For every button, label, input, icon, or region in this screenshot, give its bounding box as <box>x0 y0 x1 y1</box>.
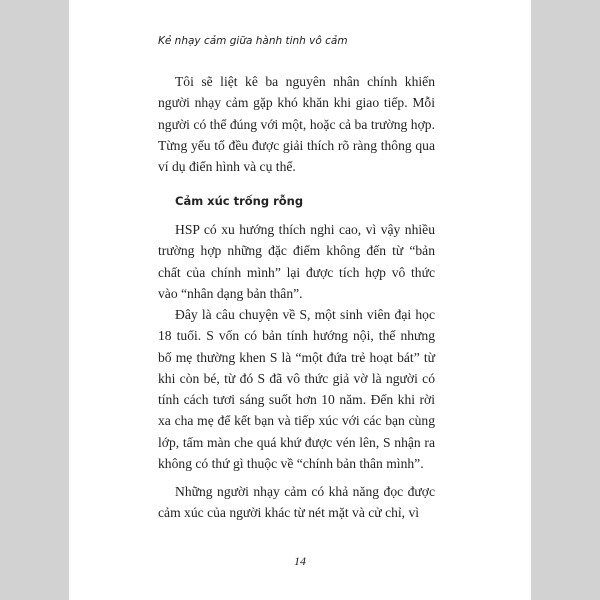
paragraph: Những người nhạy cảm có khả năng đọc được cảm xúc của người khác từ nét mặt và cử chỉ, vì <box>158 484 435 521</box>
page-number: 14 <box>294 554 306 568</box>
section-heading: Cảm xúc trống rỗng <box>175 194 304 208</box>
running-header: Kẻ nhạy cảm giữa hành tinh vô cảm <box>158 35 348 47</box>
paragraph: Tôi sẽ liệt kê ba nguyên nhân chính khiến người nhạy cảm gặp khó khăn khi giao tiếp. Mỗi người có thể đúng với một, hoặc cả ba trường hợp. Từng yếu tố đều được giải thích rõ ràng thông qua ví dụ điển hình và cụ thể. <box>158 74 435 175</box>
book-page <box>69 0 531 600</box>
paragraph: HSP có xu hướng thích nghi cao, vì vậy nhiều trường hợp những đặc điểm không đến từ “bản chất của chính mình” lại được tích hợp vô thức vào “nhân dạng bản thân”. <box>158 222 435 301</box>
paragraph: Đây là câu chuyện về S, một sinh viên đại học 18 tuổi. S vốn có bản tính hướng nội, thế nhưng bố mẹ thường khen S là “một đứa trẻ hoạt bát” từ khi còn bé, từ đó S đã vô thức giả vờ là người có tính cách tươi sáng suốt hơn 10 năm. Đến khi rời xa cha mẹ để kết bạn và tiếp xúc với các bạn cùng lớp, tấm màn che quá khứ được vén lên, S nhận ra không có thứ gì thuộc về “chính bản thân mình”. <box>158 307 435 472</box>
